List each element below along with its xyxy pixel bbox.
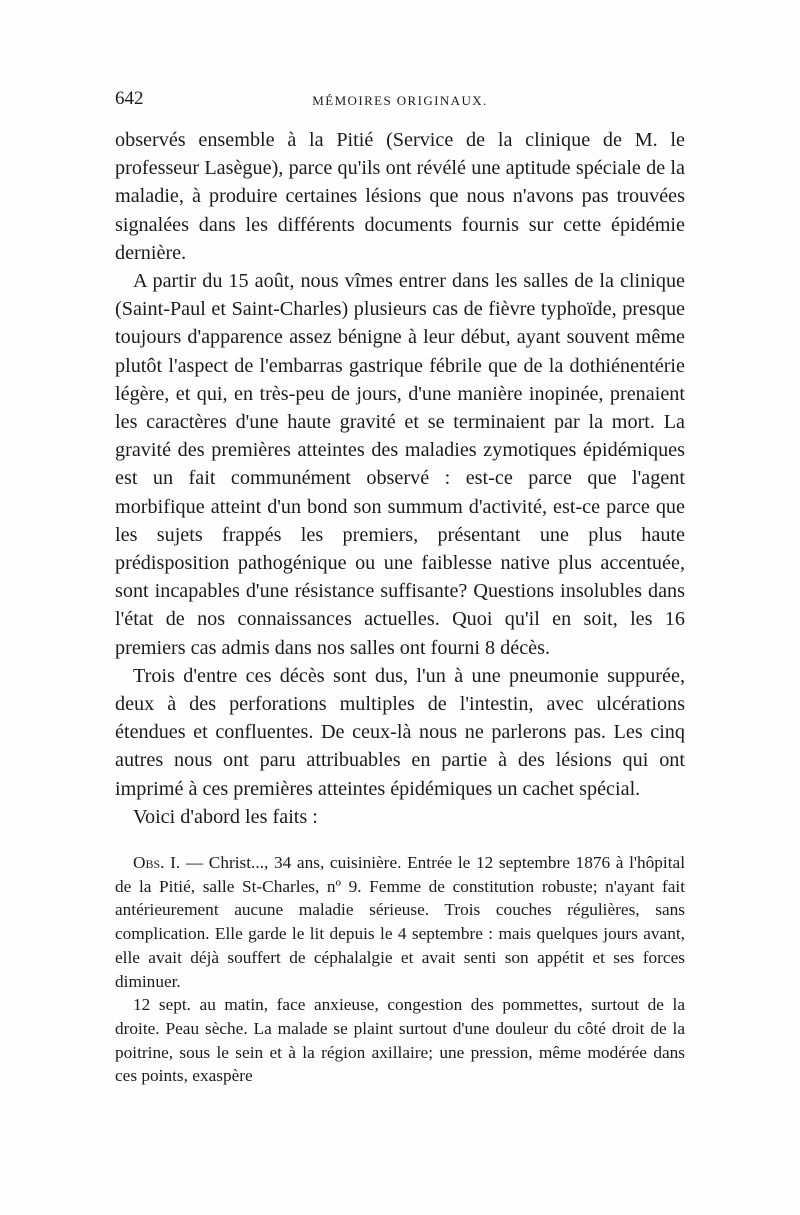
observation-paragraph [115,851,685,993]
paragraph: A partir du 15 août, nous vîmes entrer dans les salles de la clinique (Saint-Paul et Saint-Charles) plusieurs cas de fièvre typhoïde, presque toujours d'apparence assez bénigne à leur début, ayant souvent même plutôt l'aspect de l'embarras gastrique fébrile que de la dothiénentérie légère, et qui, en très-peu de jours, d'une manière inopinée, prenaient les caractères d'une haute gravité et se terminaient par la mort. La gravité des premières atteintes des maladies zymotiques épidémiques est un fait communément observé : est-ce parce que l'agent morbifique atteint d'un bond son summum d'activité, est-ce parce que les sujets frappés les premiers, présentant une plus haute prédisposition pathogénique ou une faiblesse native plus accentuée, sont incapables d'une résistance suffisante? Questions insolubles dans l'état de nos connaissances actuelles. Quoi qu'il en soit, les 16 premiers cas admis dans nos salles ont fourni 8 décès. [115,270,685,659]
running-title: MÉMOIRES ORIGINAUX. [312,93,488,108]
paragraph: Trois d'entre ces décès sont dus, l'un à une pneumonie suppurée, deux à des perforations multiples de l'intestin, avec ulcérations étendues et confluentes. De ceux-là nous ne parlerons pas. Les cinq autres nous ont paru attribuables en partie à des lésions qui ont imprimé à ces premières atteintes épidémiques un cachet spécial. [115,664,685,800]
main-text [115,126,685,831]
observation-continuation: 12 sept. au matin, face anxieuse, congestion des pommettes, surtout de la droite. Peau sèche. La malade se plaint surtout d'une douleur du côté droit de la poitrine, sous le sein et à la région axillaire; une pression, même modérée dans ces points, exaspère [115,995,685,1086]
paragraph: Voici d'abord les faits : [133,805,318,828]
observation-label: Obs. I. [133,853,181,873]
page-number: 642 [115,88,144,109]
running-head [115,88,685,118]
book-page [115,88,685,1088]
paragraph-continued: observés ensemble à la Pitié (Service de la clinique de M. le professeur Lasègue), parce qu'ils ont révélé une aptitude spéciale de la maladie, à produire certaines lésions que nous n'avons pas trouvées signalées dans les différents documents fournis sur cette épidémie dernière. [115,129,685,264]
observation-block [115,851,685,1088]
observation-text: — Christ..., 34 ans, cuisinière. Entrée le 12 septembre 1876 à l'hôpital de la Pitié, salle St-Charles, nº 9. Femme de constitution robuste; n'ayant fait antérieurement aucune maladie sérieuse. Trois couches régulières, sans complication. Elle garde le lit depuis le 4 septembre : mais quelques jours avant, elle avait déjà souffert de céphalalgie et avait senti son appétit et ses forces diminuer. [115,853,686,991]
